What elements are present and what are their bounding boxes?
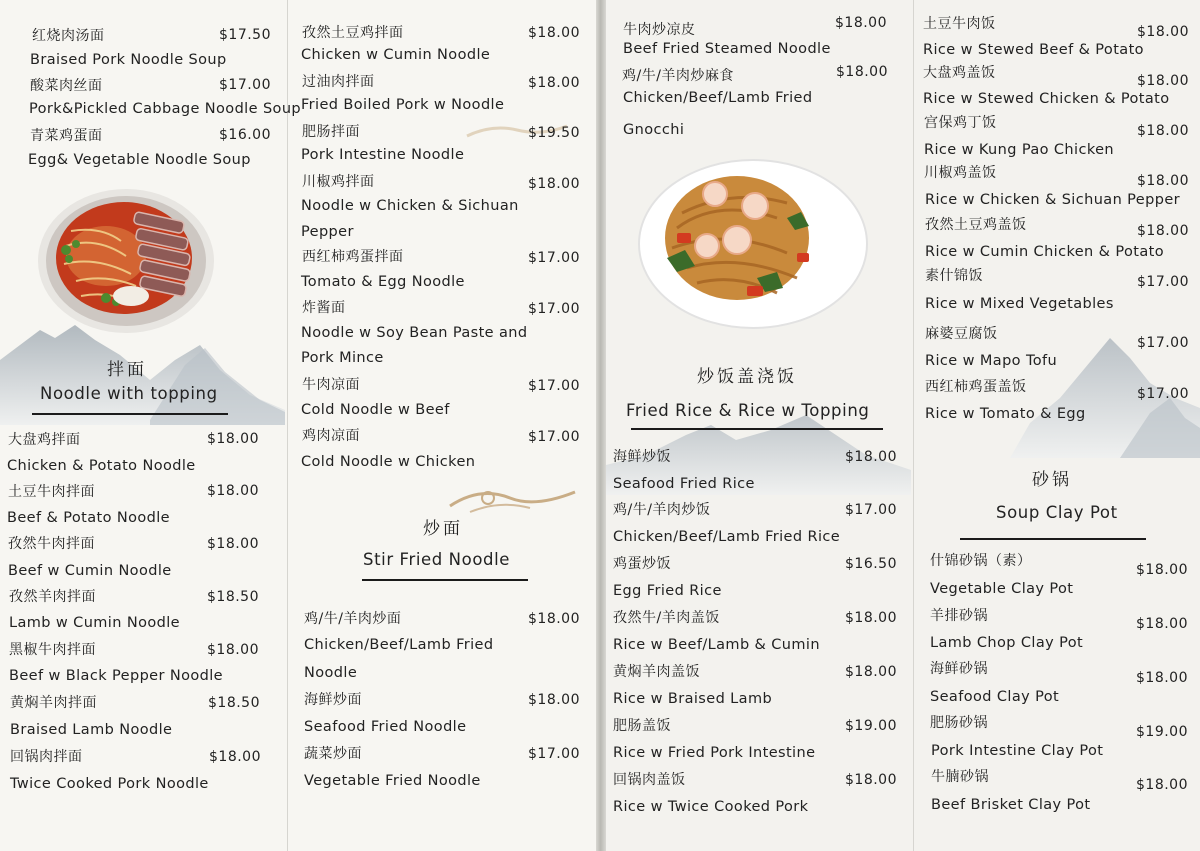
menu-item-cn: 肥肠砂锅 [930, 715, 988, 731]
menu-item-cn: 素什锦饭 [925, 268, 983, 284]
column-divider [287, 0, 288, 851]
menu-item-price: $18.00 [528, 692, 580, 708]
fried-noodle-plate-image [637, 158, 869, 330]
menu-item-cn: 牛肉炒凉皮 [623, 22, 696, 38]
menu-item-cn: 蔬菜炒面 [304, 746, 362, 762]
menu-item-cn: 鸡蛋炒饭 [613, 556, 671, 572]
menu-item-en: Rice w Mapo Tofu [925, 353, 1058, 369]
menu-item-cn: 土豆牛肉拌面 [8, 484, 95, 500]
menu-item-cn: 孜然羊肉拌面 [9, 589, 96, 605]
menu-item-cn: 鸡肉凉面 [302, 428, 360, 444]
menu-item-en: Braised Lamb Noodle [10, 722, 173, 738]
section-title-cn: 炒面 [423, 519, 463, 539]
menu-item-price: $18.00 [209, 749, 261, 765]
menu-item-en: Rice w Tomato & Egg [925, 406, 1086, 422]
menu-item-en: Rice w Twice Cooked Pork [613, 799, 809, 815]
menu-item-cn: 酸菜肉丝面 [30, 78, 103, 94]
menu-item-price: $19.00 [845, 718, 897, 734]
menu-item-en-cont: Pepper [301, 224, 354, 240]
menu-item-price: $17.00 [1137, 274, 1189, 290]
menu-item-en: Chicken/Beef/Lamb Fried [623, 90, 813, 106]
menu-item-price: $17.00 [528, 746, 580, 762]
menu-item-cn: 过油肉拌面 [302, 74, 375, 90]
menu-item-en: Egg Fried Rice [613, 583, 722, 599]
menu-item-price: $18.00 [845, 610, 897, 626]
menu-item-price: $17.00 [528, 250, 580, 266]
menu-item-en: Rice w Cumin Chicken & Potato [925, 244, 1164, 260]
menu-item-en: Beef Brisket Clay Pot [931, 797, 1091, 813]
menu-item-en: Chicken & Potato Noodle [7, 458, 196, 474]
menu-item-cn: 海鲜炒饭 [613, 449, 671, 465]
menu-item-cn: 红烧肉汤面 [32, 28, 105, 44]
menu-item-en: Twice Cooked Pork Noodle [10, 776, 209, 792]
section-underline [362, 579, 528, 581]
menu-item-en: Pork&Pickled Cabbage Noodle Soup [29, 101, 302, 117]
menu-item-en: Tomato & Egg Noodle [301, 274, 465, 290]
menu-item-price: $18.00 [845, 772, 897, 788]
menu-item-en: Noodle w Soy Bean Paste and [301, 325, 528, 341]
menu-item-cn: 鸡/牛/羊肉炒面 [304, 611, 402, 627]
section-title-cn: 炒饭盖浇饭 [697, 367, 797, 387]
section-underline [960, 538, 1146, 540]
menu-item-price: $18.00 [207, 431, 259, 447]
menu-item-cn: 鸡/牛/羊肉炒麻食 [622, 68, 734, 84]
section-title-cn: 拌面 [107, 360, 147, 380]
menu-item-cn: 孜然牛/羊肉盖饭 [613, 610, 720, 626]
section-underline [32, 413, 228, 415]
menu-item-en: Lamb Chop Clay Pot [930, 635, 1084, 651]
menu-item-en: Beef w Black Pepper Noodle [9, 668, 224, 684]
menu-item-price: $18.00 [1137, 173, 1189, 189]
menu-item-price: $19.00 [1136, 724, 1188, 740]
menu-item-en: Pork Intestine Clay Pot [931, 743, 1104, 759]
menu-item-price: $16.50 [845, 556, 897, 572]
menu-item-price: $18.00 [845, 449, 897, 465]
menu-item-cn: 黑椒牛肉拌面 [9, 642, 96, 658]
menu-item-en-cont: Pork Mince [301, 350, 384, 366]
menu-item-cn: 孜然土豆鸡拌面 [302, 25, 404, 41]
menu-item-price: $18.00 [1136, 777, 1188, 793]
section-underline [631, 428, 883, 430]
menu-item-en: Seafood Fried Rice [613, 476, 755, 492]
menu-item-en: Egg& Vegetable Noodle Soup [28, 152, 251, 168]
menu-item-en-cont: Noodle [304, 665, 358, 681]
menu-item-price: $18.00 [1136, 562, 1188, 578]
menu-item-price: $16.00 [219, 127, 271, 143]
menu-item-price: $18.50 [208, 695, 260, 711]
cloud-swirl-illustration [440, 486, 580, 516]
menu-item-cn: 孜然土豆鸡盖饭 [925, 217, 1027, 233]
menu-item-price: $18.50 [207, 589, 259, 605]
section-title-en: Noodle with topping [40, 384, 218, 403]
menu-item-cn: 土豆牛肉饭 [923, 16, 996, 32]
menu-item-en: Beef Fried Steamed Noodle [623, 41, 831, 57]
menu-item-price: $17.00 [528, 378, 580, 394]
menu-item-price: $18.00 [1137, 123, 1189, 139]
menu-item-en: Rice w Beef/Lamb & Cumin [613, 637, 820, 653]
noodle-soup-bowl-image [36, 186, 216, 336]
section-title-en: Soup Clay Pot [996, 503, 1118, 522]
menu-item-cn: 什锦砂锅（素） [930, 553, 1032, 569]
menu-item-cn: 川椒鸡盖饭 [924, 165, 997, 181]
menu-item-cn: 大盘鸡拌面 [8, 432, 81, 448]
menu-item-en: Vegetable Clay Pot [930, 581, 1074, 597]
menu-item-price: $18.00 [836, 64, 888, 80]
menu-item-cn: 海鲜砂锅 [930, 661, 988, 677]
menu-item-en: Rice w Fried Pork Intestine [613, 745, 816, 761]
menu-item-cn: 肥肠拌面 [302, 124, 360, 140]
menu-item-en: Beef w Cumin Noodle [8, 563, 172, 579]
menu-item-cn: 青菜鸡蛋面 [30, 128, 103, 144]
menu-item-price: $17.00 [845, 502, 897, 518]
menu-item-price: $18.00 [1136, 616, 1188, 632]
menu-item-en: Rice w Mixed Vegetables [925, 296, 1114, 312]
menu-item-cn: 回锅肉拌面 [10, 749, 83, 765]
section-title-cn: 砂锅 [1032, 470, 1072, 490]
menu-item-en: Noodle w Chicken & Sichuan [301, 198, 519, 214]
menu-item-en: Rice w Stewed Beef & Potato [923, 42, 1144, 58]
menu-item-en: Seafood Fried Noodle [304, 719, 467, 735]
menu-item-cn: 牛腩砂锅 [931, 769, 989, 785]
menu-item-en: Rice w Braised Lamb [613, 691, 773, 707]
menu-item-en: Chicken w Cumin Noodle [301, 47, 491, 63]
menu-item-price: $18.00 [207, 536, 259, 552]
menu-item-en: Rice w Stewed Chicken & Potato [923, 91, 1170, 107]
menu-item-cn: 黄焖羊肉拌面 [10, 695, 97, 711]
menu-item-price: $17.00 [1137, 335, 1189, 351]
menu-item-price: $18.00 [1136, 670, 1188, 686]
menu-item-en: Pork Intestine Noodle [301, 147, 465, 163]
menu-item-cn: 海鲜炒面 [304, 692, 362, 708]
menu-item-price: $17.50 [219, 27, 271, 43]
menu-spine [596, 0, 606, 851]
section-title-en: Fried Rice & Rice w Topping [626, 401, 870, 420]
section-title-en: Stir Fried Noodle [363, 550, 511, 569]
menu-item-cn: 麻婆豆腐饭 [925, 326, 998, 342]
menu-item-price: $18.00 [207, 642, 259, 658]
menu-item-en: Chicken/Beef/Lamb Fried [304, 637, 494, 653]
menu-item-en: Chicken/Beef/Lamb Fried Rice [613, 529, 841, 545]
menu-item-price: $18.00 [207, 483, 259, 499]
menu-item-cn: 牛肉凉面 [302, 377, 360, 393]
menu-item-en: Cold Noodle w Chicken [301, 454, 476, 470]
menu-item-price: $17.00 [219, 77, 271, 93]
menu-item-price: $18.00 [1137, 223, 1189, 239]
menu-item-cn: 孜然牛肉拌面 [8, 536, 95, 552]
menu-item-en: Lamb w Cumin Noodle [9, 615, 180, 631]
column-divider [913, 0, 914, 851]
menu-item-cn: 羊排砂锅 [930, 608, 988, 624]
menu-item-price: $18.00 [528, 25, 580, 41]
menu-item-cn: 宫保鸡丁饭 [924, 115, 997, 131]
menu-item-cn: 炸酱面 [302, 300, 346, 316]
menu-item-en: Rice w Kung Pao Chicken [924, 142, 1115, 158]
menu-item-cn: 大盘鸡盖饭 [923, 65, 996, 81]
menu-item-cn: 鸡/牛/羊肉炒饭 [613, 502, 711, 518]
menu-item-price: $17.00 [528, 429, 580, 445]
menu-item-en: Braised Pork Noodle Soup [30, 52, 227, 68]
menu-item-price: $18.00 [528, 176, 580, 192]
menu-item-price: $18.00 [528, 75, 580, 91]
menu-item-price: $18.00 [528, 611, 580, 627]
menu-item-en: Seafood Clay Pot [930, 689, 1060, 705]
menu-item-en: Vegetable Fried Noodle [304, 773, 481, 789]
menu-item-en-cont: Gnocchi [623, 122, 685, 138]
menu-item-price: $18.00 [1137, 73, 1189, 89]
menu-item-cn: 西红柿鸡蛋拌面 [302, 249, 404, 265]
menu-item-price: $19.50 [528, 125, 580, 141]
menu-item-price: $17.00 [1137, 386, 1189, 402]
menu-item-price: $17.00 [528, 301, 580, 317]
menu-item-cn: 西红柿鸡蛋盖饭 [925, 379, 1027, 395]
menu-item-price: $18.00 [845, 664, 897, 680]
menu-item-cn: 黄焖羊肉盖饭 [613, 664, 700, 680]
menu-item-en: Beef & Potato Noodle [7, 510, 170, 526]
menu-item-en: Cold Noodle w Beef [301, 402, 450, 418]
menu-item-en: Fried Boiled Pork w Noodle [301, 97, 505, 113]
menu-item-en: Rice w Chicken & Sichuan Pepper [925, 192, 1181, 208]
menu-item-price: $18.00 [1137, 24, 1189, 40]
menu-item-price: $18.00 [835, 15, 887, 31]
menu-item-cn: 回锅肉盖饭 [613, 772, 686, 788]
menu-item-cn: 肥肠盖饭 [613, 718, 671, 734]
menu-item-cn: 川椒鸡拌面 [302, 174, 375, 190]
